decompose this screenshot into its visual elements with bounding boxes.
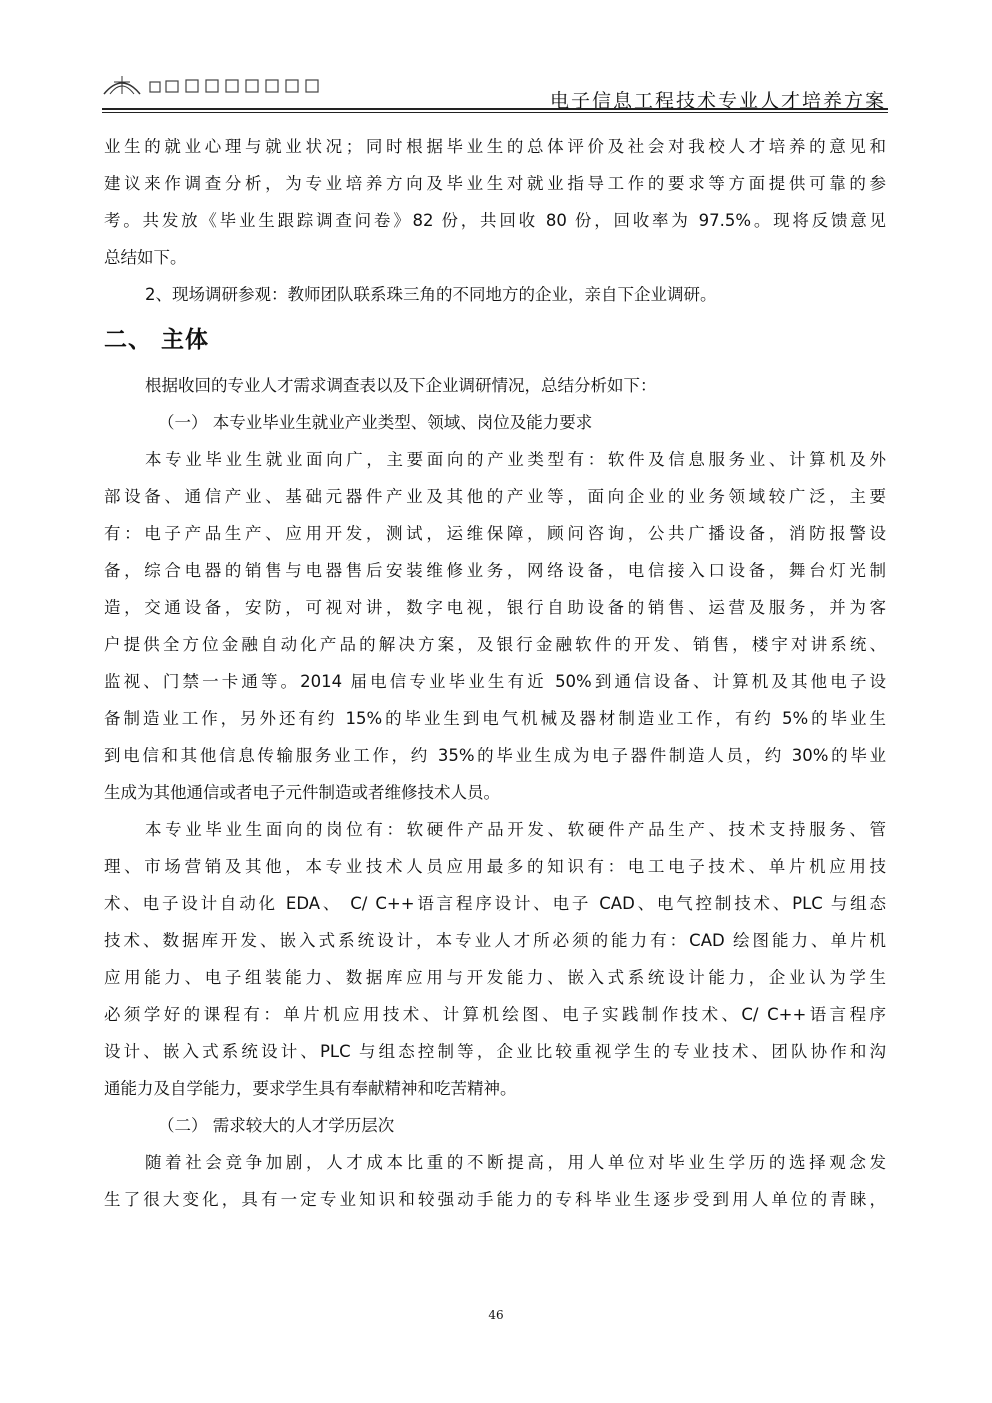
text-line: 通能力及自学能力，要求学生具有奉献精神和吃苦精神。: [104, 1079, 517, 1098]
text-line: 必须学好的课程有：单片机应用技术、计算机绘图、电子实践制作技术、C/ C++语言程序: [104, 1005, 886, 1024]
text-line: 造，交通设备，安防，可视对讲，数字电视，银行自助设备的销售、运营及服务，并为客: [104, 598, 886, 617]
text-line: 有：电子产品生产、应用开发，测试，运维保障，顾问咨询，公共广播设备，消防报警设: [104, 524, 886, 543]
section-heading: 二、 主体: [104, 327, 210, 353]
text-line: 生成为其他通信或者电子元件制造或者维修技术人员。: [104, 783, 500, 802]
text-line: 生了很大变化，具有一定专业知识和较强动手能力的专科毕业生逐步受到用人单位的青睐，: [104, 1190, 886, 1209]
header-rule-thin: [102, 112, 888, 113]
header-rule: [102, 108, 888, 110]
text-line: 户提供全方位金融自动化产品的解决方案，及银行金融软件的开发、销售，楼宇对讲系统、: [104, 635, 886, 654]
subsection-heading-2: （二） 需求较大的人才学历层次: [158, 1116, 395, 1135]
text-line: 随着社会竞争加剧，人才成本比重的不断提高，用人单位对毕业生学历的选择观念发: [145, 1153, 886, 1172]
subsection-heading-1: （一） 本专业毕业生就业产业类型、领域、岗位及能力要求: [158, 413, 593, 432]
paragraph-education-level: [104, 1144, 886, 1218]
page-header: [102, 64, 888, 114]
text-line: 技术、数据库开发、嵌入式系统设计，本专业人才所必须的能力有：CAD 绘图能力、单片机: [104, 931, 886, 950]
paragraph-summary-intro: 根据收回的专业人才需求调查表以及下企业调研情况，总结分析如下：: [145, 376, 657, 395]
text-line: 术、电子设计自动化 EDA、 C/ C++语言程序设计、电子 CAD、电气控制技术、PLC 与组态: [104, 894, 886, 913]
page-body: [104, 128, 886, 1218]
paragraph-field-research: 2、现场调研参观：教师团队联系珠三角的不同地方的企业，亲自下企业调研。: [145, 285, 717, 304]
text-line: 部设备、通信产业、基础元器件产业及其他的产业等，面向企业的业务领域较广泛，主要: [104, 487, 886, 506]
text-line: 业生的就业心理与就业状况；同时根据毕业生的总体评价及社会对我校人才培养的意见和: [104, 137, 886, 156]
text-line: 设计、嵌入式系统设计、PLC 与组态控制等，企业比较重视学生的专业技术、团队协作和沟: [104, 1042, 886, 1061]
text-line: 理、市场营销及其他，本专业技术人员应用最多的知识有：电工电子技术、单片机应用技: [104, 857, 886, 876]
paragraph-survey-continued: [104, 128, 886, 276]
text-line: 本专业毕业生就业面向广，主要面向的产业类型有：软件及信息服务业、计算机及外: [145, 450, 886, 469]
text-line: 监视、门禁一卡通等。2014 届电信专业毕业生有近 50%到通信设备、计算机及其他电子设: [104, 672, 886, 691]
text-line: 建议来作调查分析，为专业培养方向及毕业生对就业指导工作的要求等方面提供可靠的参: [104, 174, 886, 193]
page-number: 46: [488, 1308, 504, 1322]
text-line: 本专业毕业生面向的岗位有：软硬件产品开发、软硬件产品生产、技术支持服务、管: [145, 820, 886, 839]
school-logo-icon: [102, 70, 332, 96]
text-line: 备制造业工作，另外还有约 15%的毕业生到电气机械及器材制造业工作，有约 5%的毕业生: [104, 709, 886, 728]
text-line: 应用能力、电子组装能力、数据库应用与开发能力、嵌入式系统设计能力，企业认为学生: [104, 968, 886, 987]
paragraph-job-positions: [104, 811, 886, 1107]
text-line: 考。共发放《毕业生跟踪调查问卷》82 份，共回收 80 份，回收率为 97.5%。现将反馈意见: [104, 211, 886, 230]
text-line: 总结如下。: [104, 248, 187, 267]
text-line: 到电信和其他信息传输服务业工作，约 35%的毕业生成为电子器件制造人员，约 30%的毕业: [104, 746, 886, 765]
paragraph-industry-types: [104, 441, 886, 811]
header-title: 电子信息工程技术专业人才培养方案: [549, 90, 886, 112]
text-line: 备，综合电器的销售与电器售后安装维修业务，网络设备，电信接入口设备，舞台灯光制: [104, 561, 886, 580]
